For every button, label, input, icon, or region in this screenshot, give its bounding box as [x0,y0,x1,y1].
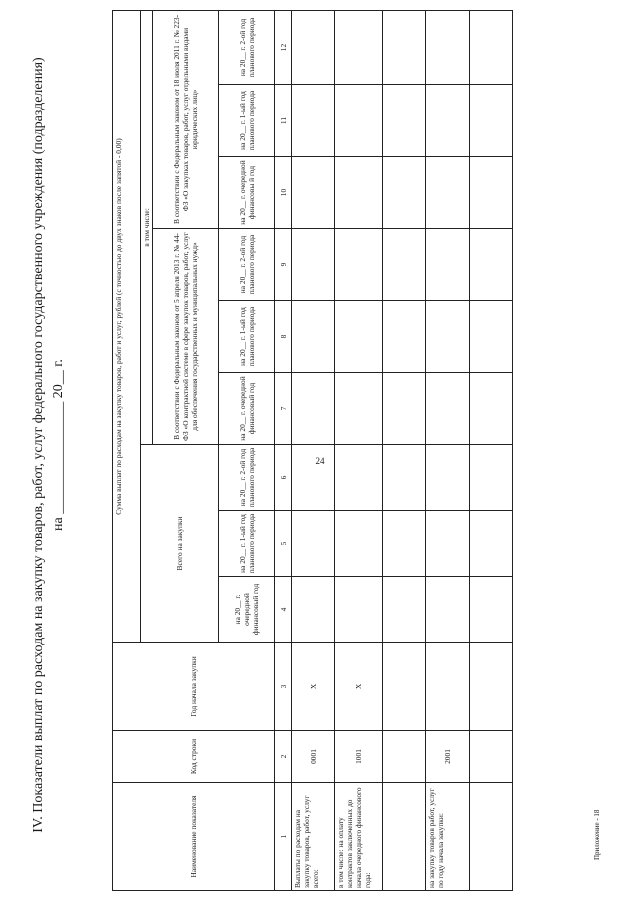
column-number: 12 [275,10,292,84]
row-year: X [292,643,335,731]
header-law-44: В соответствии с Федеральным законом от 5 апреля 2013 г. № 44-ФЗ «О контрактной системе в сфере закупок товаров, работ, услуг для обеспечения государственных и муниципальных нужд» [153,229,219,445]
row-year: X [335,643,383,731]
value-cell[interactable] [335,85,383,157]
row-year [426,643,470,731]
row-code [383,731,426,783]
value-cell[interactable] [383,373,426,445]
value-cell[interactable] [292,445,335,511]
value-cell[interactable] [383,229,426,301]
row-name [470,783,513,891]
header-code: Код строки [113,731,275,783]
purchase-payments-table [112,10,513,891]
column-number: 1 [275,783,292,891]
value-cell[interactable] [383,10,426,84]
table-row [292,10,335,890]
value-cell[interactable] [470,85,513,157]
table-row [335,10,383,890]
value-cell[interactable] [292,373,335,445]
value-cell[interactable] [470,445,513,511]
value-cell[interactable] [383,85,426,157]
value-cell[interactable] [470,577,513,643]
header-44-first: на 20__ г. 1-ый год планового периода [219,301,275,373]
header-indicator: Наименование показателя [113,783,275,891]
value-cell[interactable] [383,301,426,373]
value-cell[interactable] [292,577,335,643]
value-cell[interactable] [335,511,383,577]
header-year: Год начала закупки [113,643,275,731]
value-cell[interactable] [470,10,513,84]
page-number: 24 [315,456,325,466]
column-number-row [275,10,292,890]
value-cell[interactable] [470,511,513,577]
value-cell[interactable] [292,511,335,577]
row-name: на закупку товаров работ, услуг по году начала закупки: [426,783,470,891]
value-cell[interactable] [470,301,513,373]
page-title [30,35,68,855]
title-line-2: на ________________ 20__ г. [51,359,66,531]
value-cell[interactable] [335,301,383,373]
footer-note: Приложение - 18 [593,809,601,860]
column-number: 4 [275,577,292,643]
header-total: Всего на закупки [141,445,219,643]
value-cell[interactable] [426,10,470,84]
value-cell[interactable] [383,577,426,643]
table-row [426,10,470,890]
row-name: в том числе: на оплату контрактов заключенных до начала очередного финансового года: [335,783,383,891]
column-number: 10 [275,157,292,229]
value-cell[interactable] [335,157,383,229]
value-cell[interactable] [292,229,335,301]
row-code: 0001 [292,731,335,783]
row-name [383,783,426,891]
header-law-223: В соответствии с Федеральным законом от 18 июля 2011 г. № 223-ФЗ «О закупках товаров, работ, услуг отдельными видами юридических лиц» [153,10,219,228]
header-223-current: на 20__ г. очередной финансовы й год [219,157,275,229]
header-44-current: на 20__ г. очередной финансовый год [219,373,275,445]
header-total-second: на 20__ г. 2-ой год планового периода [219,445,275,511]
value-cell[interactable] [426,577,470,643]
value-cell[interactable] [335,445,383,511]
column-number: 6 [275,445,292,511]
column-number: 11 [275,85,292,157]
value-cell[interactable] [335,229,383,301]
column-number: 2 [275,731,292,783]
header-incl: в том числе: [141,10,153,444]
value-cell[interactable] [426,445,470,511]
value-cell[interactable] [426,511,470,577]
value-cell[interactable] [335,577,383,643]
value-cell[interactable] [292,157,335,229]
table-row [383,10,426,890]
value-cell[interactable] [470,157,513,229]
value-cell[interactable] [292,85,335,157]
table-row [470,10,513,890]
value-cell[interactable] [335,10,383,84]
column-number: 3 [275,643,292,731]
header-223-first: на 20__ г. 1-ый год планового периода [219,85,275,157]
row-code [470,731,513,783]
value-cell[interactable] [383,445,426,511]
value-cell[interactable] [383,157,426,229]
column-number: 7 [275,373,292,445]
header-44-second: на 20__ г. 2-ой год планового периода [219,229,275,301]
row-year [383,643,426,731]
header-223-second: на 20__ г. 2-ой год планового периода [219,10,275,84]
row-code: 2001 [426,731,470,783]
header-sum: Сумма выплат по расходам на закупку товаров, работ и услуг, рублей (с точностью до двух знаков после запятой - 0,00) [113,10,141,642]
value-cell[interactable] [426,373,470,445]
value-cell[interactable] [470,373,513,445]
value-cell[interactable] [426,157,470,229]
column-number: 5 [275,511,292,577]
value-cell[interactable] [426,85,470,157]
row-code: 1001 [335,731,383,783]
header-total-first: на 20__ г. 1-ый год планового периода [219,511,275,577]
value-cell[interactable] [383,511,426,577]
value-cell[interactable] [335,373,383,445]
row-year [470,643,513,731]
header-total-current: на 20__ г. очередной финансовый год [219,577,275,643]
value-cell[interactable] [426,301,470,373]
row-name: Выплаты по расходам на закупку товаров, работ, услуг всего: [292,783,335,891]
column-number: 8 [275,301,292,373]
title-line-1: IV. Показатели выплат по расходам на закупку товаров, работ, услуг федерального государственного учреждения (подразделения) [31,57,46,833]
value-cell[interactable] [292,301,335,373]
value-cell[interactable] [470,229,513,301]
column-number: 9 [275,229,292,301]
value-cell[interactable] [292,10,335,84]
value-cell[interactable] [426,229,470,301]
